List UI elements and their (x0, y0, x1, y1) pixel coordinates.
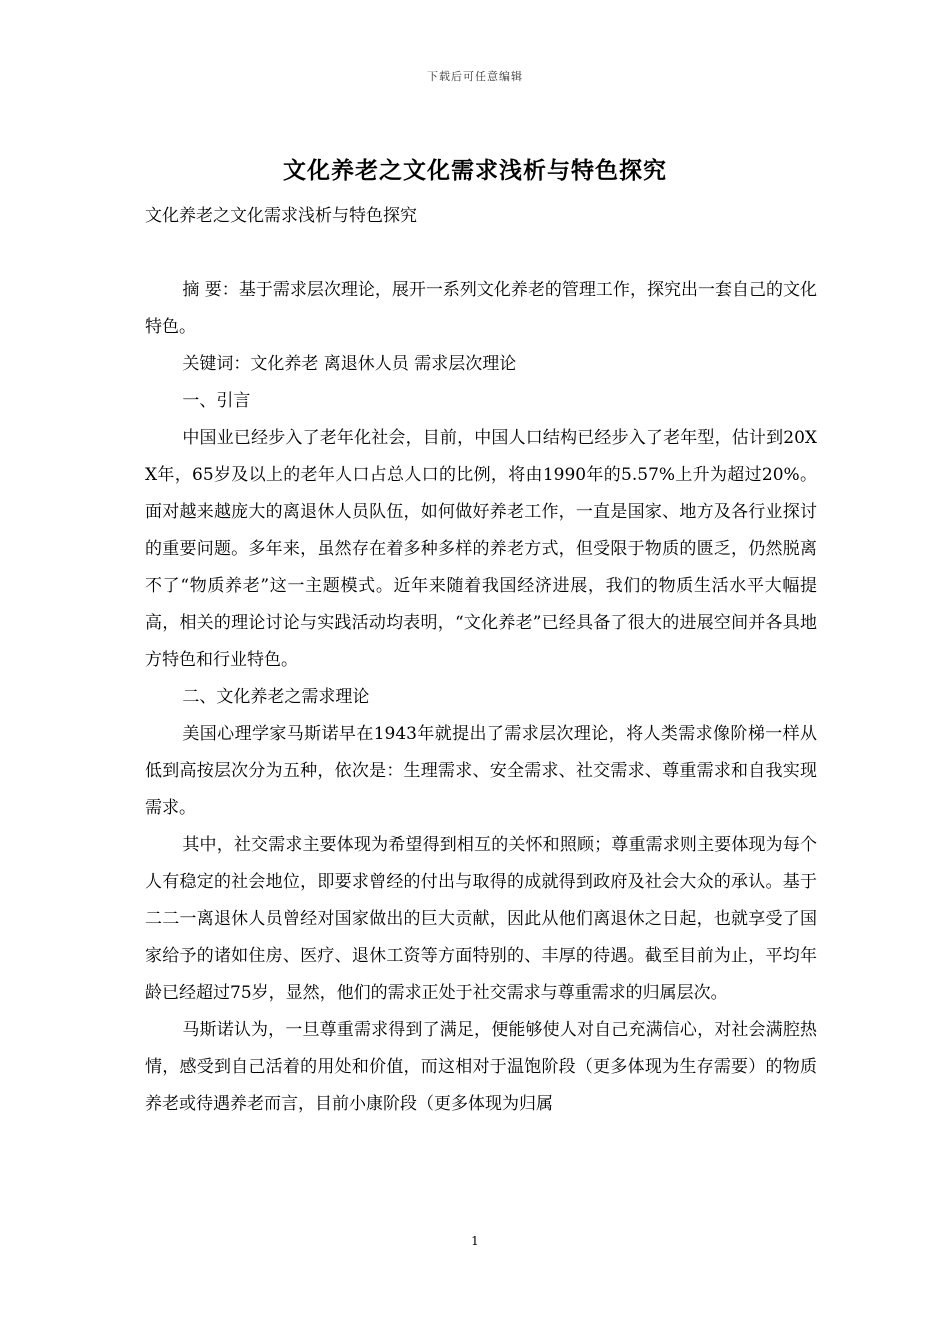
body-paragraph: 美国心理学家马斯诺早在1943年就提出了需求层次理论，将人类需求像阶梯一样从低到高按层次分为五种，依次是：生理需求、安全需求、社交需求、尊重需求和自我实现需求。 (145, 724, 817, 818)
section-heading-theory: 二、文化养老之需求理论 (182, 687, 370, 707)
abstract-paragraph: 摘 要：基于需求层次理论，展开一系列文化养老的管理工作，探究出一套自己的文化特色。 (145, 280, 817, 337)
blank-line (145, 235, 817, 272)
body-paragraph: 其中，社交需求主要体现为希望得到相互的关怀和照顾；尊重需求则主要体现为每个人有稳定的社会地位，即要求曾经的付出与取得的成就得到政府及社会大众的承认。基于二二一离退休人员曾经对国家做出的巨大贡献，因此从他们离退休之日起，也就享受了国家给予的诸如住房、医疗、退休工资等方面特别的、丰厚的待遇。截至目前为止，平均年龄已经超过75岁，显然，他们的需求正处于社交需求与尊重需求的归属层次。 (145, 835, 817, 1003)
document-body (145, 198, 817, 1123)
body-paragraph: 马斯诺认为，一旦尊重需求得到了满足，便能够使人对自己充满信心，对社会满腔热情，感受到自己活着的用处和价值，而这相对于温饱阶段（更多体现为生存需要）的物质养老或待遇养老而言，目前小康阶段（更多体现为归属 (145, 1020, 817, 1114)
section-heading-intro: 一、引言 (182, 391, 251, 411)
page-number: 1 (471, 1234, 479, 1248)
keywords-line: 关键词：文化养老 离退休人员 需求层次理论 (182, 354, 517, 374)
body-paragraph: 中国业已经步入了老年化社会，目前，中国人口结构已经步入了老年型，估计到20XX年，65岁及以上的老年人口占总人口的比例，将由1990年的5.57%上升为超过20%。面对越来越庞大的离退休人员队伍，如何做好养老工作，一直是国家、地方及各行业探讨的重要问题。多年来，虽然存在着多种多样的养老方式，但受限于物质的匮乏，仍然脱离不了“物质养老”这一主题模式。近年来随着我国经济进展，我们的物质生活水平大幅提高，相关的理论讨论与实践活动均表明，“文化养老”已经具备了很大的进展空间并各具地方特色和行业特色。 (145, 428, 817, 670)
document-title: 文化养老之文化需求浅析与特色探究 (283, 157, 667, 184)
page-header-note: 下载后可任意编辑 (427, 70, 523, 83)
document-subtitle: 文化养老之文化需求浅析与特色探究 (145, 206, 417, 226)
